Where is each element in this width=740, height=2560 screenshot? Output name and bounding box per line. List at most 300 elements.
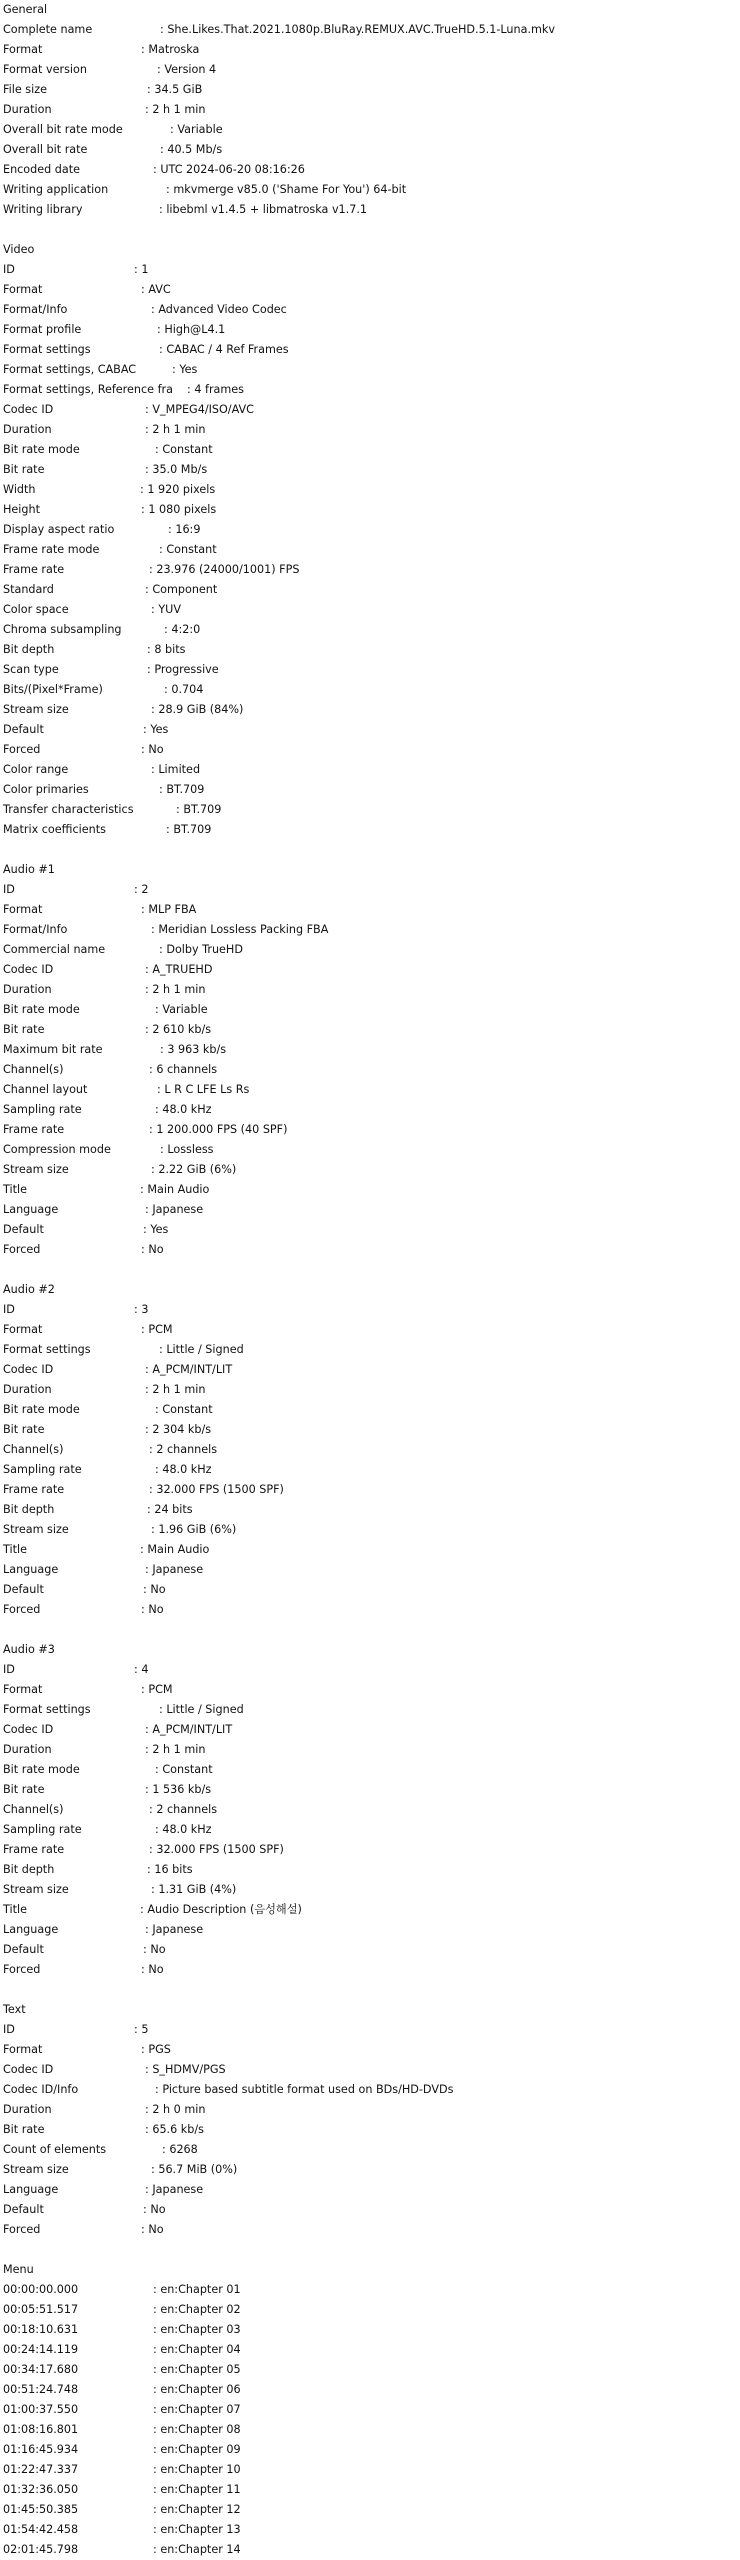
info-row <box>0 760 740 780</box>
info-row <box>0 2360 740 2380</box>
info-row <box>0 620 740 640</box>
field-value: : 2 channels <box>149 1443 218 1456</box>
section-title: Audio #3 <box>3 1643 55 1656</box>
field-label: Title <box>3 1903 27 1916</box>
field-label: 02:01:45.798 <box>3 2543 79 2556</box>
field-value: : 16 bits <box>147 1863 193 1876</box>
info-row <box>0 500 740 520</box>
field-value: : Variable <box>155 1003 208 1016</box>
field-value: : PCM <box>141 1683 173 1696</box>
info-row <box>0 1840 740 1860</box>
info-row <box>0 980 740 1000</box>
field-label: Scan type <box>3 663 59 676</box>
field-value: : Little / Signed <box>159 1703 244 1716</box>
field-label: Overall bit rate mode <box>3 123 123 136</box>
field-value: : Yes <box>143 723 169 736</box>
info-row <box>0 1040 740 1060</box>
info-row <box>0 1100 740 1120</box>
field-label: Bit rate <box>3 1423 45 1436</box>
field-value: : en:Chapter 12 <box>153 2503 241 2516</box>
field-value: : 28.9 GiB (84%) <box>151 703 244 716</box>
field-label: Frame rate <box>3 563 65 576</box>
field-value: : BT.709 <box>159 783 205 796</box>
field-value: : Constant <box>155 1763 213 1776</box>
field-value: : YUV <box>151 603 182 616</box>
info-row <box>0 1400 740 1420</box>
field-label: Format/Info <box>3 923 68 936</box>
info-row <box>0 740 740 760</box>
field-value: : 34.5 GiB <box>147 83 203 96</box>
field-label: 00:24:14.119 <box>3 2343 79 2356</box>
field-label: 01:45:50.385 <box>3 2503 79 2516</box>
field-label: Language <box>3 1203 59 1216</box>
field-value: : Progressive <box>147 663 219 676</box>
section-title: Video <box>3 243 35 256</box>
field-value: : Component <box>145 583 218 596</box>
field-value: : 48.0 kHz <box>155 1823 212 1836</box>
field-label: Title <box>3 1543 27 1556</box>
field-label: Matrix coefficients <box>3 823 106 836</box>
field-value: : 4:2:0 <box>164 623 201 636</box>
info-row <box>0 2320 740 2340</box>
field-value: : 2.22 GiB (6%) <box>151 1163 237 1176</box>
field-value: : en:Chapter 06 <box>153 2383 241 2396</box>
field-value: : Audio Description (음성해설) <box>140 1903 302 1916</box>
field-value: : No <box>143 1943 166 1956</box>
field-label: Frame rate <box>3 1843 65 1856</box>
info-row <box>0 1360 740 1380</box>
info-row <box>0 1000 740 1020</box>
field-value: : 4 <box>134 1663 149 1676</box>
field-label: Bit rate mode <box>3 443 80 456</box>
info-row <box>0 640 740 660</box>
field-value: : A_PCM/INT/LIT <box>145 1723 233 1736</box>
section-audio-1 <box>0 860 740 1260</box>
field-label: Channel layout <box>3 1083 88 1096</box>
field-value: : 2 h 1 min <box>145 423 206 436</box>
field-label: Writing library <box>3 203 83 216</box>
field-value: : en:Chapter 01 <box>153 2283 241 2296</box>
field-value: : PCM <box>141 1323 173 1336</box>
field-label: Compression mode <box>3 1143 111 1156</box>
field-label: Default <box>3 2203 44 2216</box>
field-value: : No <box>141 1603 164 1616</box>
info-row <box>0 1020 740 1040</box>
info-row <box>0 1860 740 1880</box>
field-value: : Constant <box>155 1403 213 1416</box>
field-value: : 3 963 kb/s <box>160 1043 227 1056</box>
field-value: : Yes <box>143 1223 169 1236</box>
field-value: : 32.000 FPS (1500 SPF) <box>149 1483 284 1496</box>
info-row <box>0 120 740 140</box>
field-label: Codec ID <box>3 963 54 976</box>
info-row <box>0 1740 740 1760</box>
field-label: Stream size <box>3 1883 69 1896</box>
field-label: 00:51:24.748 <box>3 2383 79 2396</box>
field-label: Format version <box>3 63 87 76</box>
info-row <box>0 200 740 220</box>
field-label: 01:32:36.050 <box>3 2483 79 2496</box>
info-row <box>0 2520 740 2540</box>
field-label: Bit rate mode <box>3 1403 80 1416</box>
field-value: : 1.96 GiB (6%) <box>151 1523 237 1536</box>
info-row <box>0 2280 740 2300</box>
field-label: Format settings <box>3 1343 91 1356</box>
field-label: Sampling rate <box>3 1823 82 1836</box>
field-value: : 40.5 Mb/s <box>160 143 223 156</box>
field-value: : 8 bits <box>147 643 186 656</box>
info-row <box>0 2020 740 2040</box>
field-value: : 2 channels <box>149 1803 218 1816</box>
info-row <box>0 2480 740 2500</box>
field-value: : 2 304 kb/s <box>145 1423 212 1436</box>
field-value: : 48.0 kHz <box>155 1103 212 1116</box>
info-row <box>0 2220 740 2240</box>
info-row <box>0 1440 740 1460</box>
section-text <box>0 2000 740 2240</box>
field-label: Format <box>3 43 43 56</box>
info-row <box>0 1780 740 1800</box>
info-row <box>0 600 740 620</box>
info-row <box>0 1880 740 1900</box>
info-row <box>0 80 740 100</box>
field-label: Stream size <box>3 1163 69 1176</box>
field-label: File size <box>3 83 47 96</box>
info-row <box>0 1320 740 1340</box>
field-label: Codec ID/Info <box>3 2083 79 2096</box>
field-value: : V_MPEG4/ISO/AVC <box>145 403 254 416</box>
info-row <box>0 2540 740 2560</box>
info-row <box>0 1220 740 1240</box>
field-label: 01:22:47.337 <box>3 2463 79 2476</box>
field-value: : 6 channels <box>149 1063 218 1076</box>
info-row <box>0 320 740 340</box>
info-row <box>0 2420 740 2440</box>
field-value: : 35.0 Mb/s <box>145 463 208 476</box>
field-value: : Lossless <box>160 1143 214 1156</box>
field-value: : Picture based subtitle format used on BDs/HD-DVDs <box>155 2083 454 2096</box>
info-row <box>0 1160 740 1180</box>
info-row <box>0 400 740 420</box>
field-value: : High@L4.1 <box>157 323 226 336</box>
field-label: Language <box>3 2183 59 2196</box>
field-value: : 56.7 MiB (0%) <box>151 2163 238 2176</box>
field-label: Count of elements <box>3 2143 107 2156</box>
field-value: : 1 920 pixels <box>140 483 216 496</box>
field-value: : No <box>143 2203 166 2216</box>
field-value: : Japanese <box>145 1203 204 1216</box>
section-audio-2 <box>0 1280 740 1620</box>
field-value: : No <box>143 1583 166 1596</box>
field-value: : PGS <box>141 2043 171 2056</box>
info-row <box>0 1120 740 1140</box>
field-value: : en:Chapter 11 <box>153 2483 241 2496</box>
field-value: : 0.704 <box>164 683 204 696</box>
section-title: Text <box>3 2003 26 2016</box>
field-label: Bit rate <box>3 1783 45 1796</box>
field-value: : Japanese <box>145 1923 204 1936</box>
info-row <box>0 260 740 280</box>
info-row <box>0 140 740 160</box>
info-row <box>0 300 740 320</box>
field-label: Stream size <box>3 1523 69 1536</box>
info-row <box>0 1760 740 1780</box>
info-row <box>0 1200 740 1220</box>
info-row <box>0 520 740 540</box>
field-value: : Meridian Lossless Packing FBA <box>151 923 329 936</box>
field-label: Language <box>3 1563 59 1576</box>
field-label: 01:54:42.458 <box>3 2523 79 2536</box>
info-row <box>0 1420 740 1440</box>
field-label: Codec ID <box>3 2063 54 2076</box>
info-row <box>0 2040 740 2060</box>
field-label: Language <box>3 1923 59 1936</box>
field-value: : Version 4 <box>157 63 217 76</box>
field-label: ID <box>3 883 15 896</box>
field-label: 00:18:10.631 <box>3 2323 79 2336</box>
field-value: : en:Chapter 07 <box>153 2403 241 2416</box>
field-label: ID <box>3 2023 15 2036</box>
section-audio-3 <box>0 1640 740 1980</box>
info-row <box>0 1720 740 1740</box>
field-label: Forced <box>3 1963 41 1976</box>
field-value: : Main Audio <box>140 1543 210 1556</box>
field-label: Channel(s) <box>3 1063 64 1076</box>
field-label: Format settings, CABAC <box>3 363 137 376</box>
section-general <box>0 0 740 220</box>
info-row <box>0 2100 740 2120</box>
field-value: : 32.000 FPS (1500 SPF) <box>149 1843 284 1856</box>
field-label: Forced <box>3 1603 41 1616</box>
field-label: 00:34:17.680 <box>3 2363 79 2376</box>
field-label: Duration <box>3 423 52 436</box>
info-row <box>0 1560 740 1580</box>
info-row <box>0 1180 740 1200</box>
field-label: Complete name <box>3 23 93 36</box>
field-label: Width <box>3 483 36 496</box>
field-value: : AVC <box>141 283 171 296</box>
field-label: Color space <box>3 603 69 616</box>
field-value: : en:Chapter 02 <box>153 2303 241 2316</box>
info-row <box>0 2380 740 2400</box>
field-value: : en:Chapter 05 <box>153 2363 241 2376</box>
info-row <box>0 540 740 560</box>
field-label: Default <box>3 723 44 736</box>
field-label: Transfer characteristics <box>3 803 134 816</box>
info-row <box>0 1820 740 1840</box>
field-value: : 2 h 1 min <box>145 1743 206 1756</box>
field-label: Bit rate <box>3 463 45 476</box>
field-label: Format settings <box>3 1703 91 1716</box>
field-label: Bit depth <box>3 1503 55 1516</box>
field-value: : 1 536 kb/s <box>145 1783 212 1796</box>
field-label: Codec ID <box>3 403 54 416</box>
info-row <box>0 1920 740 1940</box>
field-value: : en:Chapter 04 <box>153 2343 241 2356</box>
field-label: 01:00:37.550 <box>3 2403 79 2416</box>
field-label: Maximum bit rate <box>3 1043 103 1056</box>
field-value: : She.Likes.That.2021.1080p.BluRay.REMUX.AVC.TrueHD.5.1-Luna.mkv <box>160 23 556 36</box>
info-row <box>0 40 740 60</box>
info-row <box>0 1520 740 1540</box>
section-title: General <box>3 3 48 16</box>
field-label: Bit depth <box>3 643 55 656</box>
field-label: Format <box>3 1323 43 1336</box>
field-label: Stream size <box>3 2163 69 2176</box>
field-label: Forced <box>3 2223 41 2236</box>
field-value: : Constant <box>155 443 213 456</box>
field-label: Format <box>3 2043 43 2056</box>
field-label: Sampling rate <box>3 1103 82 1116</box>
info-row <box>0 1340 740 1360</box>
info-row <box>0 920 740 940</box>
field-value: : No <box>141 1963 164 1976</box>
field-value: : A_TRUEHD <box>145 963 213 976</box>
info-row <box>0 2060 740 2080</box>
field-label: Default <box>3 1223 44 1236</box>
section-menu <box>0 2260 740 2560</box>
info-row <box>0 420 740 440</box>
info-row <box>0 60 740 80</box>
field-value: : 1 200.000 FPS (40 SPF) <box>149 1123 288 1136</box>
field-label: Channel(s) <box>3 1803 64 1816</box>
info-row <box>0 1480 740 1500</box>
field-value: : Matroska <box>141 43 200 56</box>
field-label: Stream size <box>3 703 69 716</box>
field-label: ID <box>3 263 15 276</box>
field-value: : 3 <box>134 1303 149 1316</box>
info-row <box>0 480 740 500</box>
info-row <box>0 360 740 380</box>
field-label: Codec ID <box>3 1363 54 1376</box>
field-label: Bit rate <box>3 1023 45 1036</box>
field-label: Frame rate <box>3 1483 65 1496</box>
section-title: Audio #1 <box>3 863 55 876</box>
field-label: Display aspect ratio <box>3 523 115 536</box>
field-value: : L R C LFE Ls Rs <box>157 1083 250 1096</box>
info-row <box>0 820 740 840</box>
info-row <box>0 960 740 980</box>
field-label: Sampling rate <box>3 1463 82 1476</box>
info-row <box>0 2400 740 2420</box>
info-row <box>0 1700 740 1720</box>
info-row <box>0 700 740 720</box>
field-label: Forced <box>3 1243 41 1256</box>
field-label: Bit rate mode <box>3 1763 80 1776</box>
field-label: Default <box>3 1943 44 1956</box>
info-row <box>0 2300 740 2320</box>
field-value: : No <box>141 743 164 756</box>
field-label: Format <box>3 903 43 916</box>
field-label: 01:16:45.934 <box>3 2443 79 2456</box>
info-row <box>0 20 740 40</box>
info-row <box>0 1460 740 1480</box>
field-value: : 1.31 GiB (4%) <box>151 1883 237 1896</box>
field-label: Format <box>3 283 43 296</box>
field-label: Frame rate mode <box>3 543 100 556</box>
field-value: : Dolby TrueHD <box>159 943 243 956</box>
info-row <box>0 1080 740 1100</box>
field-value: : 16:9 <box>168 523 201 536</box>
field-label: Format/Info <box>3 303 68 316</box>
field-value: : 2 <box>134 883 149 896</box>
info-row <box>0 1140 740 1160</box>
field-value: : 2 h 0 min <box>145 2103 206 2116</box>
info-row <box>0 2180 740 2200</box>
field-value: : BT.709 <box>166 823 212 836</box>
info-row <box>0 460 740 480</box>
info-row <box>0 1060 740 1080</box>
field-value: : S_HDMV/PGS <box>145 2063 226 2076</box>
field-label: ID <box>3 1303 15 1316</box>
field-value: : A_PCM/INT/LIT <box>145 1363 233 1376</box>
info-row <box>0 440 740 460</box>
info-row <box>0 800 740 820</box>
field-value: : 1 080 pixels <box>141 503 217 516</box>
field-value: : Japanese <box>145 1563 204 1576</box>
field-value: : 48.0 kHz <box>155 1463 212 1476</box>
info-row <box>0 1500 740 1520</box>
field-label: 00:00:00.000 <box>3 2283 79 2296</box>
field-label: Bit rate <box>3 2123 45 2136</box>
section-video <box>0 240 740 840</box>
info-row <box>0 1600 740 1620</box>
field-value: : UTC 2024-06-20 08:16:26 <box>153 163 305 176</box>
field-value: : Little / Signed <box>159 1343 244 1356</box>
info-row <box>0 280 740 300</box>
field-label: Frame rate <box>3 1123 65 1136</box>
field-value: : Advanced Video Codec <box>151 303 287 316</box>
field-label: Overall bit rate <box>3 143 88 156</box>
info-row <box>0 580 740 600</box>
field-value: : 24 bits <box>147 1503 193 1516</box>
field-value: : 2 h 1 min <box>145 103 206 116</box>
field-value: : 2 610 kb/s <box>145 1023 212 1036</box>
field-label: Bits/(Pixel*Frame) <box>3 683 103 696</box>
field-value: : Yes <box>172 363 198 376</box>
info-row <box>0 100 740 120</box>
field-label: Title <box>3 1183 27 1196</box>
field-value: : CABAC / 4 Ref Frames <box>159 343 289 356</box>
info-row <box>0 780 740 800</box>
info-row <box>0 2140 740 2160</box>
field-value: : 5 <box>134 2023 149 2036</box>
field-label: Format profile <box>3 323 82 336</box>
field-label: Bit depth <box>3 1863 55 1876</box>
info-row <box>0 1580 740 1600</box>
field-value: : 1 <box>134 263 149 276</box>
field-label: 00:05:51.517 <box>3 2303 79 2316</box>
field-label: Duration <box>3 1743 52 1756</box>
field-value: : Constant <box>159 543 217 556</box>
field-value: : en:Chapter 09 <box>153 2443 241 2456</box>
field-value: : BT.709 <box>176 803 222 816</box>
info-row <box>0 1300 740 1320</box>
field-label: Format <box>3 1683 43 1696</box>
field-value: : en:Chapter 10 <box>153 2463 241 2476</box>
field-value: : Main Audio <box>140 1183 210 1196</box>
info-row <box>0 940 740 960</box>
field-label: Forced <box>3 743 41 756</box>
info-row <box>0 660 740 680</box>
info-row <box>0 2080 740 2100</box>
field-value: : 4 frames <box>187 383 245 396</box>
field-value: : MLP FBA <box>141 903 197 916</box>
field-value: : 2 h 1 min <box>145 1383 206 1396</box>
field-value: : libebml v1.4.5 + libmatroska v1.7.1 <box>159 203 368 216</box>
info-row <box>0 380 740 400</box>
field-label: Standard <box>3 583 54 596</box>
